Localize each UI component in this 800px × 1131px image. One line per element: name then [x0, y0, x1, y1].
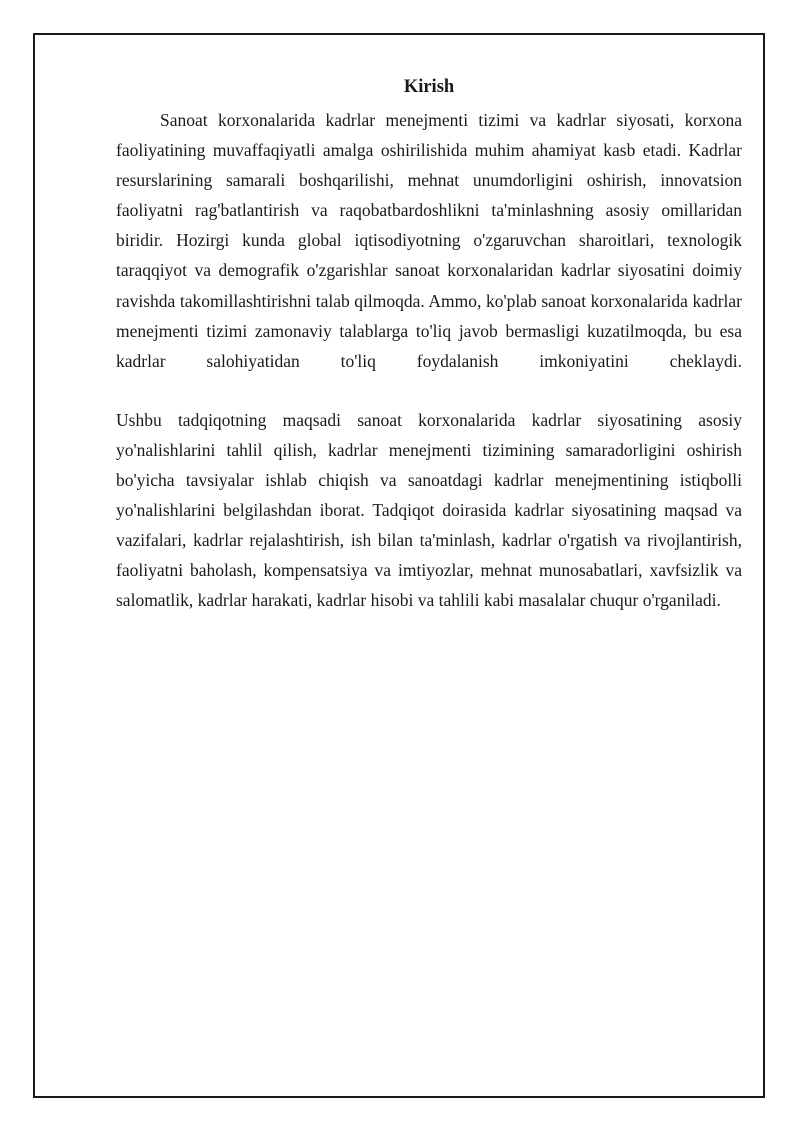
introduction-paragraph-2: Ushbu tadqiqotning maqsadi sanoat korxonalarida kadrlar siyosatining asosiy yo'nalishlarini tahlil qilish, kadrlar menejmenti tizimining samaradorligini oshirish bo'yicha tavsiyalar ishlab chiqish va sanoatdagi kadrlar menejmentining istiqbolli yo'nalishlarini belgilashdan iborat. Tadqiqot doirasida kadrlar siyosatining maqsad va vazifalari, kadrlar rejalashtirish, ish bilan ta'minlash, kadrlar o'rgatish va rivojlantirish, faoliyatni baholash, kompensatsiya va imtiyozlar, mehnat munosabatlari, xavfsizlik va salomatlik, kadrlar harakati, kadrlar hisobi va tahlili kabi masalalar chuqur o'rganiladi.: [116, 409, 742, 611]
document-body: [116, 74, 742, 616]
document-title: Kirish: [403, 77, 455, 97]
introduction-paragraph-1: Sanoat korxonalarida kadrlar menejmenti tizimi va kadrlar siyosati, korxona faoliyatining muvaffaqiyatli amalga oshirilishida muhim ahamiyat kasb etadi. Kadrlar resurslarining samarali boshqarilishi, mehnat unumdorligini oshirish, innovatsion faoliyatni rag'batlantirish va raqobatbardoshlikni ta'minlashning asosiy omillaridan biridir. Hozirgi kunda global iqtisodiyotning o'zgaruvchan sharoitlari, texnologik taraqqiyot va demografik o'zgarishlar sanoat korxonalaridan kadrlar siyosatini doimiy ravishda takomillashtirishni talab qilmoqda. Ammo, ko'plab sanoat korxonalarida kadrlar menejmenti tizimi zamonaviy talablarga to'liq javob bermasligi kuzatilmoqda, bu esa kadrlar salohiyatidan to'liq foydalanish imkoniyatini cheklaydi.: [116, 110, 742, 371]
